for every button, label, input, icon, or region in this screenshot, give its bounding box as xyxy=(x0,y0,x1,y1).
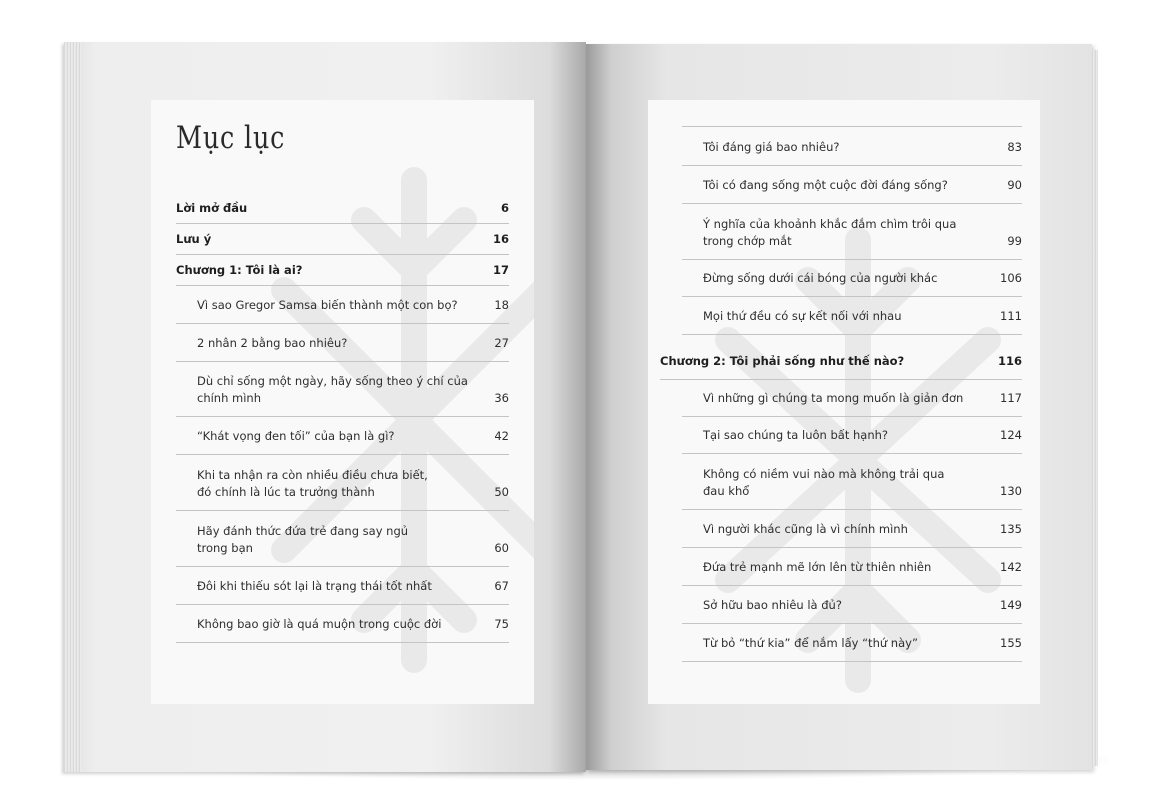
toc-entry[interactable] xyxy=(176,224,509,255)
toc-entry-page: 67 xyxy=(494,579,509,593)
table-of-contents-right xyxy=(660,126,1022,662)
toc-entry-title-line: trong bạn xyxy=(197,541,253,555)
toc-entry-title: Đứa trẻ mạnh mẽ lớn lên từ thiên nhiên xyxy=(703,560,932,574)
toc-entry[interactable] xyxy=(176,417,509,455)
chapter-heading[interactable] xyxy=(176,255,509,286)
toc-entry-title-line: đau khổ xyxy=(703,484,750,498)
toc-entry[interactable] xyxy=(682,510,1022,548)
toc-entry-title: Từ bỏ “thứ kia” để nắm lấy “thứ này” xyxy=(703,636,918,650)
toc-entry-title xyxy=(176,373,468,416)
toc-entry-title: Lưu ý xyxy=(176,232,212,246)
toc-entry[interactable] xyxy=(176,362,509,417)
toc-entry-page: 106 xyxy=(1000,271,1022,285)
toc-entry-title-line: trong chớp mắt xyxy=(703,234,792,248)
toc-entry-title: Đôi khi thiếu sót lại là trạng thái tốt nhất xyxy=(197,579,432,593)
toc-entry-page: 116 xyxy=(997,354,1022,368)
toc-entry-title: Sở hữu bao nhiêu là đủ? xyxy=(703,598,842,612)
toc-entry-page: 99 xyxy=(1007,234,1022,248)
toc-entry-page: 27 xyxy=(494,336,509,350)
toc-entry-page: 117 xyxy=(1000,391,1022,405)
toc-entry-title: Lời mở đầu xyxy=(176,201,248,215)
toc-entry-page: 130 xyxy=(1000,484,1022,498)
toc-entry[interactable] xyxy=(682,260,1022,297)
toc-entry-title-line: Dù chỉ sống một ngày, hãy sống theo ý chí của xyxy=(197,374,468,388)
toc-entry-title: “Khát vọng đen tối” của bạn là gì? xyxy=(197,429,395,443)
toc-entry[interactable] xyxy=(176,605,509,643)
toc-entry[interactable] xyxy=(682,204,1022,260)
toc-entry-title xyxy=(176,523,408,566)
toc-entry[interactable] xyxy=(682,417,1022,454)
toc-entry[interactable] xyxy=(682,548,1022,586)
toc-entry-title xyxy=(682,466,944,509)
toc-entry[interactable] xyxy=(682,586,1022,624)
table-of-contents-left xyxy=(176,194,509,643)
toc-entry[interactable] xyxy=(176,511,509,567)
toc-entry-page: 60 xyxy=(494,541,509,555)
toc-entry[interactable] xyxy=(682,380,1022,417)
toc-entry-title-line: đó chính là lúc ta trưởng thành xyxy=(197,485,375,499)
toc-entry-title: Tôi đáng giá bao nhiêu? xyxy=(703,140,840,154)
toc-entry-page: 142 xyxy=(1000,560,1022,574)
toc-entry-page: 111 xyxy=(1000,309,1022,323)
toc-entry-page: 90 xyxy=(1007,178,1022,192)
toc-entry-title-line: chính mình xyxy=(197,391,262,405)
toc-entry[interactable] xyxy=(682,166,1022,204)
toc-entry-title: 2 nhân 2 bằng bao nhiêu? xyxy=(197,336,348,350)
toc-entry[interactable] xyxy=(682,454,1022,510)
toc-entry-page: 17 xyxy=(492,263,509,277)
toc-entry-title: Tôi có đang sống một cuộc đời đáng sống? xyxy=(703,178,948,192)
toc-entry-page: 16 xyxy=(492,232,509,246)
toc-entry-page: 135 xyxy=(1000,522,1022,536)
toc-entry-title-line: Không có niềm vui nào mà không trải qua xyxy=(703,467,945,481)
toc-entry-title: Tại sao chúng ta luôn bất hạnh? xyxy=(703,428,888,442)
toc-entry-title-line: Ý nghĩa của khoảnh khắc đắm chìm trôi qua xyxy=(703,217,957,231)
toc-entry-page: 124 xyxy=(1000,428,1022,442)
toc-entry-title: Vì những gì chúng ta mong muốn là giản đơn xyxy=(703,391,964,405)
toc-entry[interactable] xyxy=(176,567,509,605)
toc-entry[interactable] xyxy=(176,286,509,324)
toc-entry-title: Chương 2: Tôi phải sống như thế nào? xyxy=(660,354,905,368)
toc-entry[interactable] xyxy=(682,127,1022,166)
toc-entry-page: 36 xyxy=(494,391,509,405)
toc-entry-title-line: Hãy đánh thức đứa trẻ đang say ngủ xyxy=(197,524,409,538)
toc-entry-page: 6 xyxy=(500,201,509,215)
toc-entry[interactable] xyxy=(682,297,1022,335)
toc-entry-title-line: Khi ta nhận ra còn nhiều điều chưa biết, xyxy=(197,468,428,482)
chapter-heading[interactable] xyxy=(660,335,1022,380)
toc-entry-page: 83 xyxy=(1007,140,1022,154)
toc-entry[interactable] xyxy=(176,194,509,224)
page-title: Mục lục xyxy=(176,120,286,156)
toc-entry-title xyxy=(176,467,428,510)
toc-entry[interactable] xyxy=(682,624,1022,662)
toc-entry-page: 75 xyxy=(494,617,509,631)
toc-entry-page: 50 xyxy=(494,485,509,499)
toc-entry-page: 18 xyxy=(494,298,509,312)
toc-entry-title: Không bao giờ là quá muộn trong cuộc đời xyxy=(197,617,442,631)
toc-entry-title: Đừng sống dưới cái bóng của người khác xyxy=(703,271,938,285)
toc-entry-page: 149 xyxy=(1000,598,1022,612)
toc-entry-title: Vì người khác cũng là vì chính mình xyxy=(703,522,908,536)
toc-entry-title: Mọi thứ đều có sự kết nối với nhau xyxy=(703,309,902,323)
toc-entry-title: Vì sao Gregor Samsa biến thành một con bọ? xyxy=(197,298,458,312)
toc-entry-title xyxy=(682,216,956,259)
toc-entry-page: 155 xyxy=(1000,636,1022,650)
toc-entry[interactable] xyxy=(176,455,509,511)
toc-entry-page: 42 xyxy=(494,429,509,443)
toc-entry-title: Chương 1: Tôi là ai? xyxy=(176,263,303,277)
toc-entry[interactable] xyxy=(176,324,509,362)
